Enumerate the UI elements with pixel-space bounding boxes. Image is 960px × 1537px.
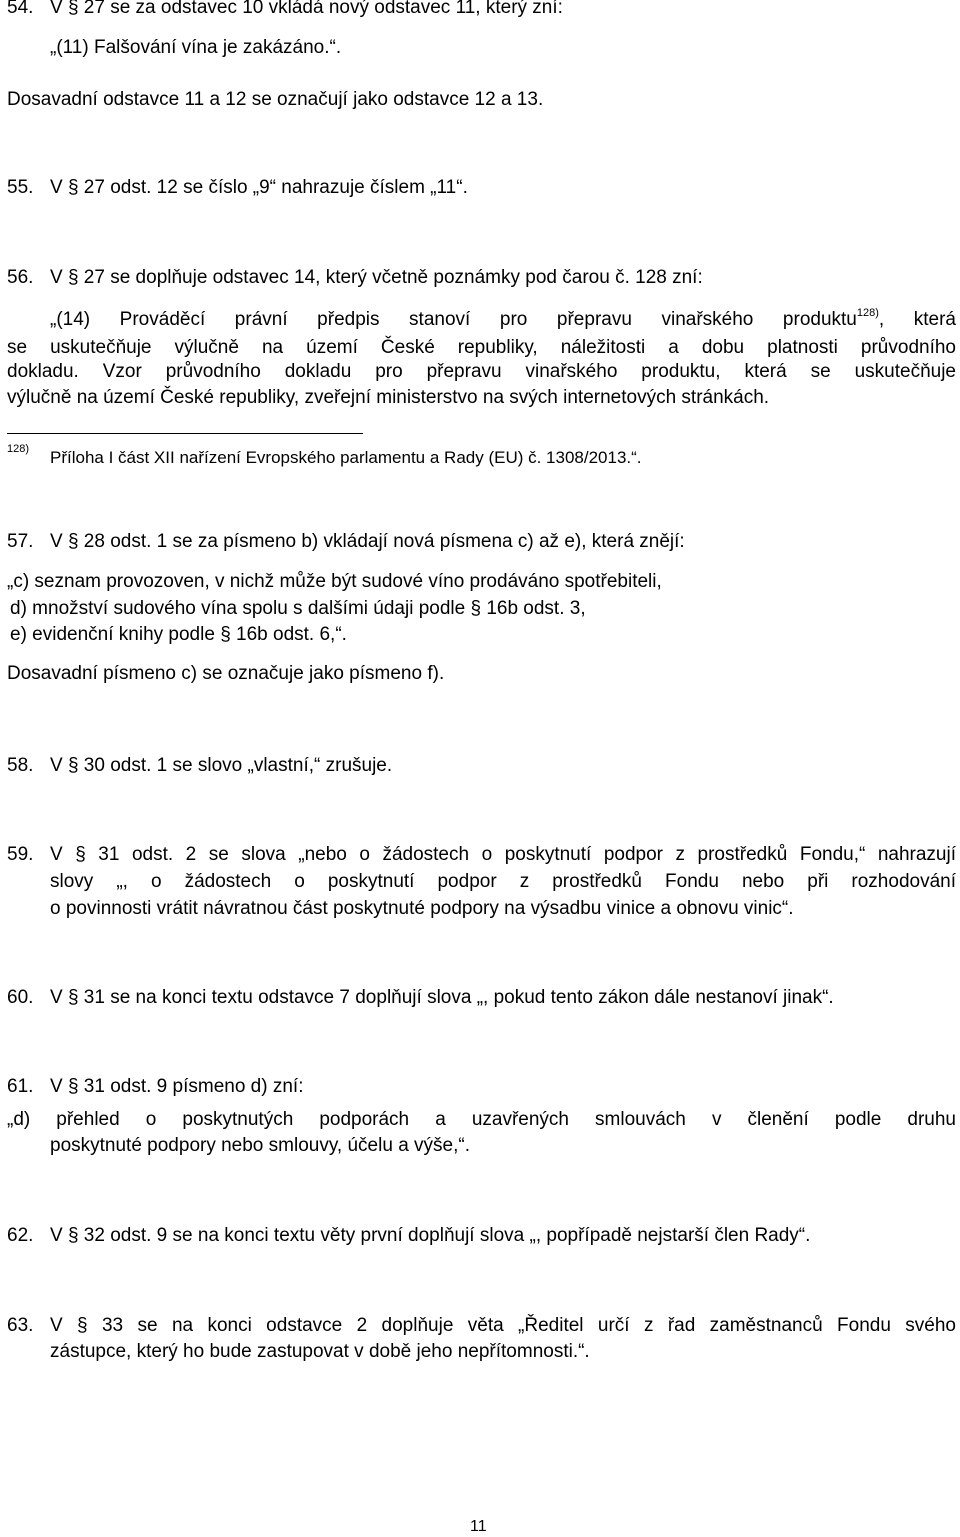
letter-item: d) množství sudového vína spolu s dalšími údaji podle § 16b odst. 3, (10, 598, 586, 619)
quoted-paragraph-line: dokladu. Vzor průvodního dokladu pro přepravu vinařského produktu, která se uskutečňuje (7, 361, 956, 382)
amendment-text: slovy „, o žádostech o poskytnutí podpor z prostředků Fondu nebo při rozhodování (50, 871, 956, 892)
item-number: 58. (7, 755, 34, 776)
letter-item: „d) přehled o poskytnutých podporách a uzavřených smlouvách v členění podle druhu (7, 1109, 956, 1130)
quoted-paragraph-line: se uskutečňuje výlučně na území České republiky, náležitosti a dobu platnosti průvodního (7, 337, 956, 358)
item-number: 54. (7, 0, 34, 18)
letter-item: e) evidenční knihy podle § 16b odst. 6,“. (10, 624, 347, 645)
footnote-reference: 128) (856, 307, 879, 319)
quoted-paragraph-text: „(14) Prováděcí právní předpis stanoví pro přepravu vinařského produktu (50, 309, 857, 330)
quoted-paragraph-line: výlučně na území České republiky, zveřejní ministerstvo na svých internetových stránkách. (7, 387, 770, 408)
amendment-text: V § 28 odst. 1 se za písmeno b) vkládají nová písmena c) až e), která znějí: (50, 531, 685, 552)
quoted-paragraph-text: , která (878, 309, 956, 330)
amendment-text: Dosavadní písmeno c) se označuje jako písmeno f). (7, 663, 445, 684)
footnote-separator (7, 433, 363, 434)
amendment-text: V § 27 odst. 12 se číslo „9“ nahrazuje číslem „11“. (50, 177, 468, 198)
item-number: 56. (7, 267, 34, 288)
amendment-text: V § 31 odst. 2 se slova „nebo o žádostech o poskytnutí podpor z prostředků Fondu,“ nahrazují (50, 844, 956, 865)
item-number: 63. (7, 1315, 34, 1336)
quoted-paragraph: „(11) Falšování vína je zakázáno.“. (50, 37, 342, 58)
item-number: 57. (7, 531, 34, 552)
item-number: 59. (7, 844, 34, 865)
amendment-text: o povinnosti vrátit návratnou část poskytnuté podpory na výsadbu vinice a obnovu vinic“. (50, 898, 794, 919)
amendment-text: V § 33 se na konci odstavce 2 doplňuje věta „Ředitel určí z řad zaměstnanců Fondu svého (50, 1315, 956, 1336)
amendment-text: V § 27 se doplňuje odstavec 14, který včetně poznámky pod čarou č. 128 zní: (50, 267, 703, 288)
amendment-text: V § 30 odst. 1 se slovo „vlastní,“ zrušuje. (50, 755, 393, 776)
item-number: 60. (7, 987, 34, 1008)
quoted-paragraph-line (50, 308, 956, 334)
footnote-mark: 128) (7, 443, 30, 455)
letter-item: „c) seznam provozoven, v nichž může být sudové víno prodáváno spotřebiteli, (7, 571, 662, 592)
item-number: 62. (7, 1225, 34, 1246)
letter-item: poskytnuté podpory nebo smlouvy, účelu a výše,“. (50, 1135, 470, 1156)
footnote-text: Příloha I část XII nařízení Evropského parlamentu a Rady (EU) č. 1308/2013.“. (50, 448, 642, 467)
item-number: 55. (7, 177, 34, 198)
item-number: 61. (7, 1076, 34, 1097)
amendment-text: V § 31 se na konci textu odstavce 7 doplňují slova „, pokud tento zákon dále nestanoví jinak“. (50, 987, 834, 1008)
amendment-text: V § 32 odst. 9 se na konci textu věty první doplňují slova „, popřípadě nejstarší člen Rady“. (50, 1225, 811, 1246)
amendment-text: V § 27 se za odstavec 10 vkládá nový odstavec 11, který zní: (50, 0, 563, 18)
amendment-text: V § 31 odst. 9 písmeno d) zní: (50, 1076, 304, 1097)
amendment-text: zástupce, který ho bude zastupovat v době jeho nepřítomnosti.“. (50, 1341, 590, 1362)
page-number: 11 (470, 1518, 487, 1535)
amendment-text: Dosavadní odstavce 11 a 12 se označují jako odstavce 12 a 13. (7, 89, 544, 110)
